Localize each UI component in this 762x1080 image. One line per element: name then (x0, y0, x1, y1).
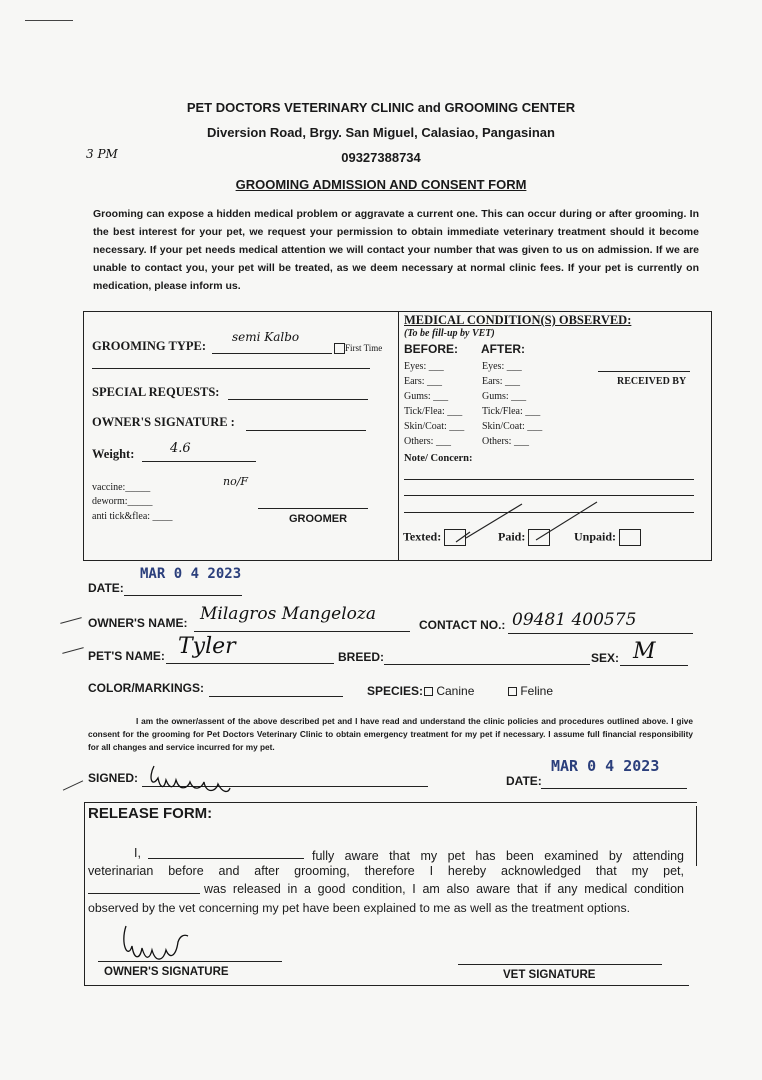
canine-option[interactable] (424, 684, 474, 698)
before-others[interactable]: Others: ___ (404, 436, 451, 447)
grooming-type-label: GROOMING TYPE: (92, 339, 207, 353)
color-label: COLOR/MARKINGS: (88, 681, 204, 695)
unpaid-box[interactable] (619, 529, 641, 546)
before-gums[interactable]: Gums: ___ (404, 391, 449, 402)
owner-sig-label: OWNER'S SIGNATURE (104, 966, 229, 978)
signed-label: SIGNED: (88, 771, 139, 785)
margin-tick-2 (62, 647, 84, 654)
sex-field[interactable] (620, 665, 688, 666)
special-requests-label: SPECIAL REQUESTS: (92, 385, 220, 399)
release-pet-field[interactable] (88, 893, 200, 894)
owner-sig-line[interactable] (98, 961, 282, 962)
top-mark (25, 20, 73, 21)
owner-signature-label: OWNER'S SIGNATURE : (92, 415, 235, 429)
release-bottom-line (84, 985, 689, 986)
before-skincoat[interactable]: Skin/Coat: ___ (404, 421, 465, 432)
special-requests-field[interactable] (228, 399, 368, 400)
medical-subtitle: (To be fill-up by VET) (404, 328, 495, 339)
sex-value: M (633, 639, 656, 664)
grooming-type-field[interactable] (212, 353, 332, 354)
release-line-3: was released in a good condition, I am also aware that if any medical condition (204, 882, 684, 896)
first-time-checkbox[interactable] (334, 343, 382, 354)
date-label: DATE: (88, 581, 124, 595)
before-label: BEFORE: (404, 342, 458, 356)
pet-name-value: Tyler (178, 634, 236, 659)
after-tickflea[interactable]: Tick/Flea: ___ (482, 406, 541, 417)
breed-label: BREED: (338, 650, 385, 664)
before-tickflea[interactable]: Tick/Flea: ___ (404, 406, 463, 417)
note-line-1[interactable] (404, 479, 694, 480)
owner-name-value: Milagros Mangeloza (200, 604, 376, 624)
vaccine-field[interactable]: vaccine:_____ (92, 482, 151, 493)
signed-date-stamp: MAR 0 4 2023 (551, 757, 660, 775)
signed-date-label: DATE: (506, 774, 542, 788)
unpaid-label: Unpaid: (574, 529, 617, 544)
signed-date-field[interactable] (541, 788, 687, 789)
date-stamp: MAR 0 4 2023 (140, 566, 242, 582)
received-by-label: RECEIVED BY (617, 376, 687, 387)
release-signature-scribble (118, 920, 198, 970)
vet-sig-label: VET SIGNATURE (503, 969, 596, 981)
feline-option[interactable] (508, 684, 553, 698)
grooming-type-line2 (92, 368, 370, 369)
after-others[interactable]: Others: ___ (482, 436, 529, 447)
breed-field[interactable] (384, 664, 590, 665)
antitick-field[interactable]: anti tick&flea: ____ (92, 511, 173, 522)
date-field[interactable] (124, 595, 242, 596)
handwritten-time: 3 PM (86, 147, 118, 161)
after-eyes[interactable]: Eyes: ___ (482, 361, 522, 372)
release-right-edge (696, 806, 697, 866)
feline-label: Feline (520, 684, 554, 698)
note-label: Note/ Concern: (404, 453, 473, 464)
box-divider (398, 311, 399, 560)
medical-title: MEDICAL CONDITION(S) OBSERVED: (404, 313, 632, 327)
contact-field[interactable] (508, 633, 693, 634)
before-ears[interactable]: Ears: ___ (404, 376, 443, 387)
release-name-field[interactable] (148, 858, 304, 859)
clinic-address: Diversion Road, Brgy. San Miguel, Calasiao, Pangasinan (207, 125, 555, 140)
received-by-line (598, 371, 690, 372)
consent-paragraph: I am the owner/assent of the above described pet and I have read and understand the clinic policies and procedures outlined above. I give consent for the grooming for Pet Doctors Veterinary Clinic to obtain emergency treatment for my pet if necessary. I assume full financial responsibility for all changes and service incurred for my pet. (88, 716, 693, 752)
texted-label: Texted: (403, 529, 442, 544)
note-line-2[interactable] (404, 495, 694, 496)
weight-field[interactable] (142, 461, 256, 462)
release-line-2: veterinarian before and after grooming, therefore I hereby acknowledged that my pet, (88, 864, 684, 878)
first-time-label: First Time (345, 343, 383, 353)
sex-label: SEX: (591, 651, 620, 665)
pet-name-field[interactable] (166, 663, 334, 664)
margin-tick-1 (60, 617, 82, 624)
form-title: GROOMING ADMISSION AND CONSENT FORM (235, 177, 527, 192)
release-line-4: observed by the vet concerning my pet have been explained to me as well as the treatment options. (88, 901, 631, 915)
after-ears[interactable]: Ears: ___ (482, 376, 521, 387)
release-line-1: fully aware that my pet has been examined by attending (312, 849, 684, 863)
vaccine-note: no/F (223, 475, 249, 488)
clinic-phone: 09327388734 (341, 150, 421, 165)
deworm-field[interactable]: deworm:_____ (92, 496, 153, 507)
after-skincoat[interactable]: Skin/Coat: ___ (482, 421, 543, 432)
contact-label: CONTACT NO.: (419, 618, 506, 632)
pet-name-label: PET'S NAME: (88, 649, 165, 663)
clinic-name: PET DOCTORS VETERINARY CLINIC and GROOMING CENTER (186, 100, 576, 115)
grooming-type-value: semi Kalbo (232, 330, 300, 344)
weight-label: Weight: (92, 447, 135, 461)
contact-value: 09481 400575 (512, 610, 637, 630)
after-label: AFTER: (481, 342, 525, 356)
after-gums[interactable]: Gums: ___ (482, 391, 527, 402)
canine-label: Canine (436, 684, 475, 698)
intro-paragraph: Grooming can expose a hidden medical problem or aggravate a current one. This can occur during or after grooming. In the best interest for your pet, we request your permission to obtain immediate veterinary treatment should it become necessary. If your pet needs medical attention we will contact your number that was given to us on admission. If we are unable to contact you, your pet will be treated, as we deem necessary at normal clinic fees. If your pet is currently on medication, please inform us. (93, 208, 699, 292)
paid-label: Paid: (498, 529, 526, 544)
release-title: RELEASE FORM: (88, 805, 213, 822)
species-label: SPECIES: (367, 684, 424, 698)
before-eyes[interactable]: Eyes: ___ (404, 361, 444, 372)
groomer-line (258, 508, 368, 509)
color-field[interactable] (209, 696, 343, 697)
groomer-label: GROOMER (289, 513, 348, 525)
owner-name-field[interactable] (194, 631, 410, 632)
check-mark-icon (452, 498, 622, 548)
release-i-label: I, (134, 846, 141, 860)
owner-signature-field[interactable] (246, 430, 366, 431)
owner-name-label: OWNER'S NAME: (88, 616, 188, 630)
owner-signature-scribble (146, 758, 236, 800)
vet-sig-line[interactable] (458, 964, 662, 965)
margin-tick-3 (63, 780, 83, 790)
weight-value: 4.6 (170, 441, 191, 456)
